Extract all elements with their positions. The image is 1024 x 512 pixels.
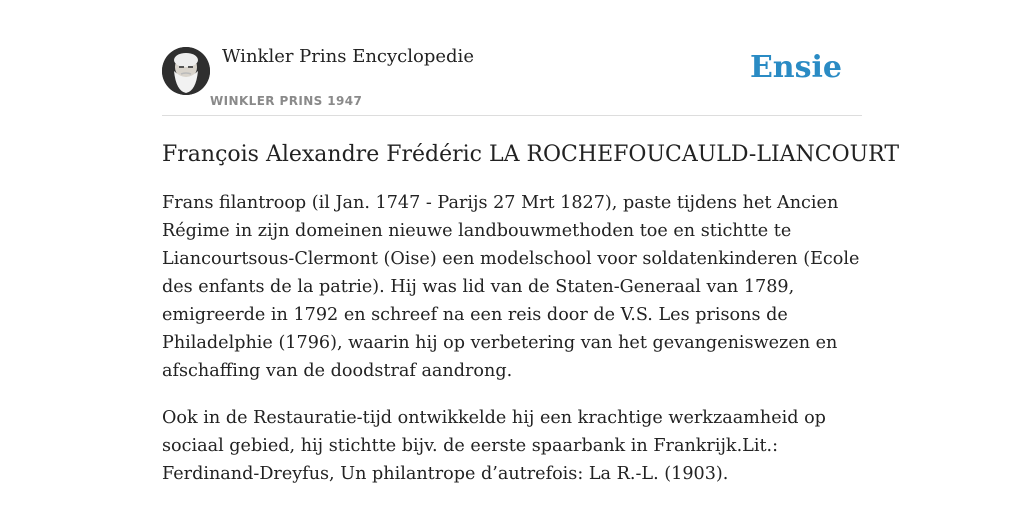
ensie-logo[interactable]: Ensie [749, 50, 842, 85]
source-header [162, 40, 862, 116]
source-avatar-icon[interactable] [162, 47, 210, 95]
article-card [162, 40, 900, 488]
article-title: François Alexandre Frédéric LA ROCHEFOUCAULD-LIANCOURT [162, 142, 900, 167]
article-paragraph: Frans filantroop (il Jan. 1747 - Parijs 27 Mrt 1827), paste tijdens het Ancien Régime in zijn domeinen nieuwe landbouwmethoden toe en stichtte te Liancourtsous-Clermont (Oise) een modelschool voor soldatenkinderen (Ecole des enfants de la patrie). Hij was lid van de Staten-Generaal van 1789, emigreerde in 1792 en schreef na een reis door de V.S. Les prisons de Philadelphie (1796), waarin hij op verbetering van het gevangeniswezen en afschaffing van de doodstraf aandrong. [162, 193, 860, 381]
edition-label[interactable]: WINKLER PRINS 1947 [210, 94, 363, 108]
article-paragraph: Ook in de Restauratie-tijd ontwikkelde hij een krachtige werkzaamheid op sociaal gebied, hij stichtte bijv. de eerste spaarbank in Frankrijk.Lit.: Ferdinand-Dreyfus, Un philantrope d’autrefois: La R.-L. (1903). [162, 408, 826, 484]
source-title[interactable]: Winkler Prins Encyclopedie [222, 46, 474, 67]
